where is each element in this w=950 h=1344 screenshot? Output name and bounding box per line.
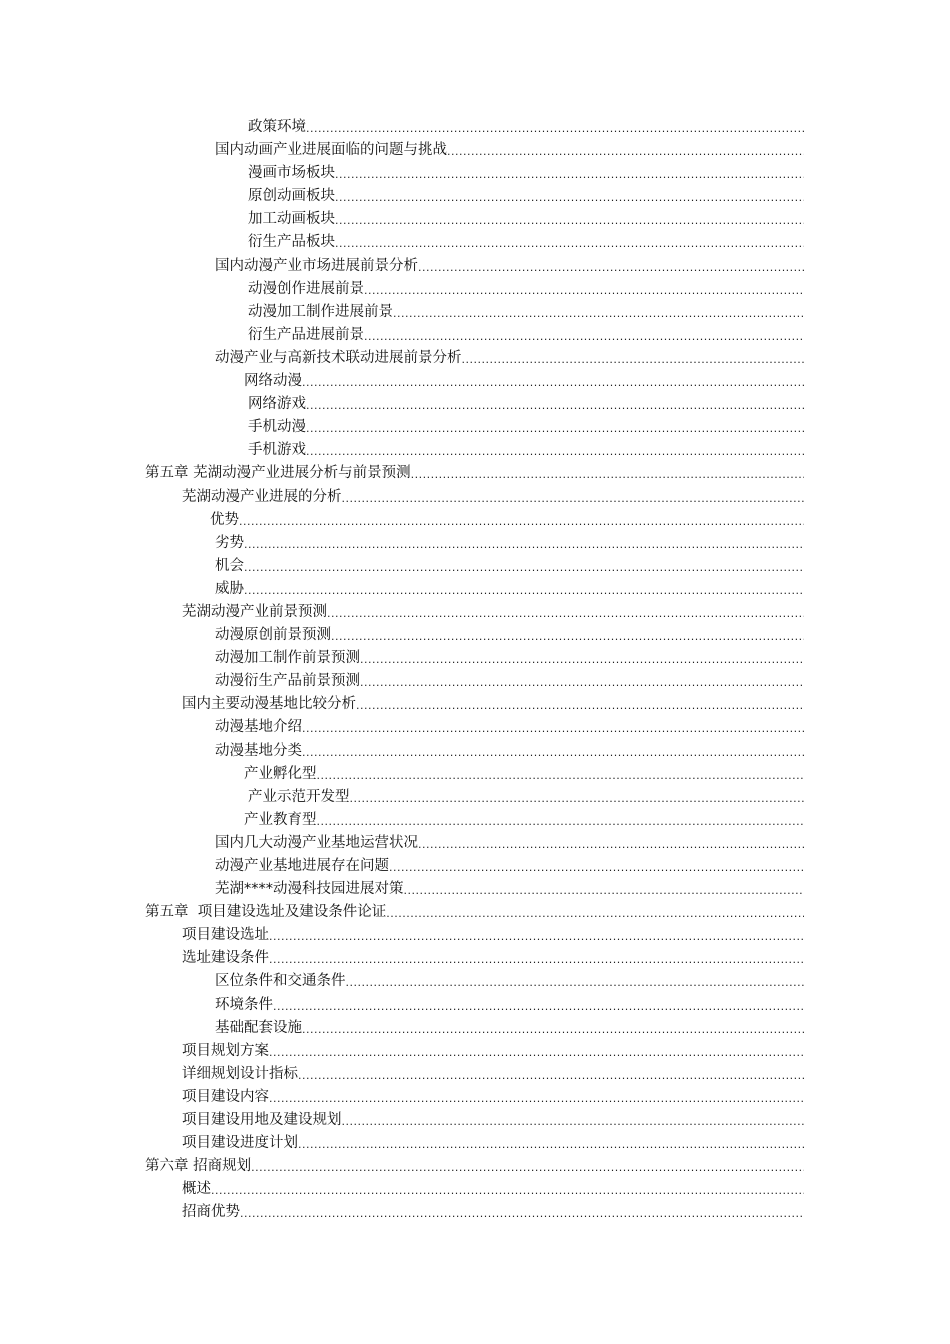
toc-entry-label: 环境条件 (215, 996, 273, 1013)
toc-entry-label: 概述 (182, 1181, 211, 1198)
dot-leader (240, 1201, 804, 1224)
toc-chapter-entry[interactable] (0, 1155, 950, 1178)
dot-leader (239, 509, 804, 532)
dot-leader (411, 462, 804, 485)
dot-leader (389, 855, 804, 878)
dot-leader (306, 393, 804, 416)
toc-entry[interactable] (0, 301, 950, 324)
toc-entry-label: 项目规划方案 (182, 1042, 269, 1059)
toc-entry-label: 加工动画板块 (248, 211, 335, 228)
toc-entry-label: 优势 (210, 511, 239, 528)
dot-leader (306, 439, 804, 462)
toc-entry[interactable] (0, 647, 950, 670)
toc-entry[interactable] (0, 624, 950, 647)
toc-entry[interactable] (0, 1132, 950, 1155)
toc-entry[interactable] (0, 670, 950, 693)
toc-chapter-entry[interactable] (0, 462, 950, 485)
toc-entry-label: 国内动画产业进展面临的问题与挑战 (215, 142, 447, 159)
toc-entry[interactable] (0, 855, 950, 878)
toc-entry[interactable] (0, 1178, 950, 1201)
toc-entry-label: 动漫衍生产品前景预测 (215, 673, 360, 690)
toc-entry-label: 产业教育型 (244, 811, 317, 828)
dot-leader (462, 347, 805, 370)
dot-leader (269, 924, 804, 947)
toc-entry-label: 原创动画板块 (248, 188, 335, 205)
toc-entry-label: 芜湖动漫产业前景预测 (182, 603, 327, 620)
toc-entry[interactable] (0, 763, 950, 786)
toc-entry-label: 手机游戏 (248, 442, 306, 459)
toc-entry-label: 衍生产品板块 (248, 234, 335, 251)
toc-entry[interactable] (0, 185, 950, 208)
toc-entry[interactable] (0, 716, 950, 739)
toc-entry[interactable] (0, 740, 950, 763)
toc-entry[interactable] (0, 924, 950, 947)
toc-entry[interactable] (0, 231, 950, 254)
toc-entry-label: 国内动漫产业市场进展前景分析 (215, 257, 418, 274)
toc-entry[interactable] (0, 439, 950, 462)
toc-entry[interactable] (0, 347, 950, 370)
toc-entry-label: 项目建设内容 (182, 1088, 269, 1105)
dot-leader (244, 555, 804, 578)
toc-entry[interactable] (0, 1017, 950, 1040)
toc-entry-label: 产业孵化型 (244, 765, 317, 782)
toc-entry-label: 衍生产品进展前景 (248, 326, 364, 343)
toc-entry[interactable] (0, 1109, 950, 1132)
toc-entry-label: 机会 (215, 557, 244, 574)
toc-entry[interactable] (0, 278, 950, 301)
toc-entry-label: 基础配套设施 (215, 1019, 302, 1036)
dot-leader (364, 324, 804, 347)
toc-entry-label: 芜湖动漫产业进展的分析 (182, 488, 342, 505)
toc-entry-label: 国内主要动漫基地比较分析 (182, 696, 356, 713)
toc-entry-label: 动漫创作进展前景 (248, 280, 364, 297)
dot-leader (350, 786, 805, 809)
toc-entry[interactable] (0, 601, 950, 624)
toc-entry[interactable] (0, 809, 950, 832)
dot-leader (269, 1040, 804, 1063)
toc-entry[interactable] (0, 370, 950, 393)
dot-leader (418, 832, 804, 855)
dot-leader (447, 139, 804, 162)
dot-leader (302, 370, 804, 393)
toc-entry[interactable] (0, 324, 950, 347)
toc-entry-label: 第五章 芜湖动漫产业进展分析与前景预测 (145, 465, 411, 482)
dot-leader (298, 1132, 804, 1155)
toc-entry[interactable] (0, 486, 950, 509)
dot-leader (302, 1017, 804, 1040)
toc-entry-label: 动漫原创前景预测 (215, 627, 331, 644)
toc-entry-label: 招商优势 (182, 1204, 240, 1221)
dot-leader (211, 1178, 804, 1201)
toc-entry[interactable] (0, 555, 950, 578)
toc-entry-label: 漫画市场板块 (248, 165, 335, 182)
toc-entry-label: 动漫产业基地进展存在问题 (215, 858, 389, 874)
toc-entry-label: 详细规划设计指标 (182, 1065, 298, 1082)
toc-entry-label: 动漫基地分类 (215, 742, 302, 759)
dot-leader (386, 901, 804, 924)
toc-entry[interactable] (0, 1086, 950, 1109)
toc-entry[interactable] (0, 116, 950, 139)
dot-leader (335, 185, 804, 208)
dot-leader (273, 994, 804, 1017)
toc-entry[interactable] (0, 532, 950, 555)
toc-entry-label: 政策环境 (248, 119, 306, 135)
dot-leader (335, 162, 804, 185)
toc-entry[interactable] (0, 416, 950, 439)
toc-entry-label: 威胁 (215, 580, 244, 597)
toc-entry-label: 第六章 招商规划 (145, 1158, 252, 1175)
dot-leader (342, 486, 805, 509)
dot-leader (364, 278, 804, 301)
toc-entry-label: 项目建设进度计划 (182, 1135, 298, 1152)
toc-entry-label: 网络游戏 (248, 396, 306, 413)
toc-entry-label: 项目建设用地及建设规划 (182, 1112, 342, 1129)
dot-leader (418, 255, 804, 278)
toc-entry-label: 国内几大动漫产业基地运营状况 (215, 834, 418, 851)
dot-leader (244, 578, 804, 601)
toc-entry[interactable] (0, 693, 950, 716)
toc-entry-label: 第五章 项目建设选址及建设条件论证 (145, 904, 387, 921)
toc-entry[interactable] (0, 994, 950, 1017)
toc-entry[interactable] (0, 393, 950, 416)
dot-leader (404, 878, 805, 901)
toc-entry[interactable] (0, 947, 950, 970)
toc-entry[interactable] (0, 578, 950, 601)
toc-entry-label: 动漫基地介绍 (215, 719, 302, 736)
toc-chapter-entry[interactable] (0, 901, 950, 924)
toc-entry-label: 芜湖****动漫科技园进展对策 (215, 881, 404, 898)
toc-entry[interactable] (0, 1040, 950, 1063)
toc-entry-label: 项目建设选址 (182, 927, 269, 944)
toc-entry-label: 手机动漫 (248, 419, 306, 436)
dot-leader (356, 693, 804, 716)
dot-leader (317, 809, 805, 832)
toc-entry[interactable] (0, 255, 950, 278)
toc-entry-label: 动漫加工制作前景预测 (215, 650, 360, 667)
dot-leader (302, 716, 804, 739)
dot-leader (251, 1155, 804, 1178)
dot-leader (317, 763, 805, 786)
dot-leader (360, 670, 804, 693)
dot-leader (360, 647, 804, 670)
toc-entry[interactable] (0, 1201, 950, 1224)
toc-entry-label: 劣势 (215, 534, 244, 551)
toc-entry[interactable] (0, 878, 950, 901)
toc-entry-label: 动漫加工制作进展前景 (248, 303, 393, 320)
toc-entry-label: 产业示范开发型 (248, 788, 350, 805)
toc-entry-label: 网络动漫 (244, 373, 302, 390)
dot-leader (335, 231, 804, 254)
table-of-contents (0, 116, 950, 1225)
dot-leader (298, 1063, 804, 1086)
dot-leader (306, 416, 804, 439)
dot-leader (393, 301, 804, 324)
toc-entry[interactable] (0, 509, 950, 532)
toc-entry[interactable] (0, 786, 950, 809)
dot-leader (269, 947, 804, 970)
toc-entry[interactable] (0, 139, 950, 162)
toc-entry-label: 选址建设条件 (182, 950, 269, 967)
toc-entry-label: 动漫产业与高新技术联动进展前景分析 (215, 349, 462, 366)
dot-leader (269, 1086, 804, 1109)
dot-leader (327, 601, 804, 624)
toc-entry[interactable] (0, 832, 950, 855)
toc-entry[interactable] (0, 970, 950, 993)
dot-leader (335, 208, 804, 231)
toc-entry-label: 区位条件和交通条件 (215, 973, 346, 990)
dot-leader (346, 970, 805, 993)
dot-leader (331, 624, 804, 647)
toc-entry[interactable] (0, 208, 950, 231)
dot-leader (306, 116, 804, 139)
toc-entry[interactable] (0, 162, 950, 185)
dot-leader (302, 740, 804, 763)
dot-leader (244, 532, 804, 555)
toc-entry[interactable] (0, 1063, 950, 1086)
dot-leader (342, 1109, 805, 1132)
